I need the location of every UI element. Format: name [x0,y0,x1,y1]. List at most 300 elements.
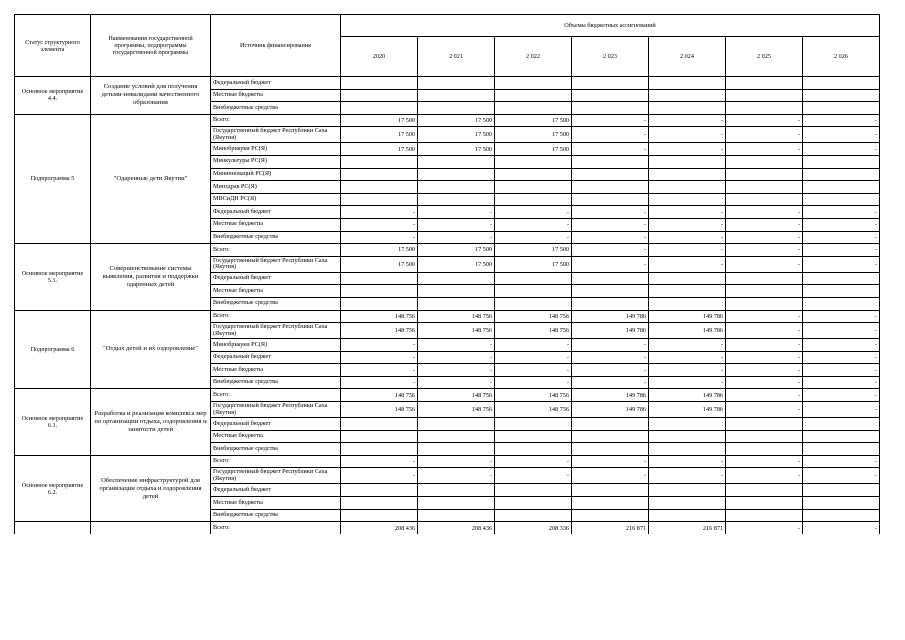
budget-value-cell [726,509,803,522]
budget-value-cell: 17 500 [418,256,495,272]
budget-value-cell [495,418,572,431]
budget-value-cell: - [572,468,649,484]
funding-source: Внебюджетные средства [211,231,341,244]
budget-value-cell [418,77,495,90]
budget-value-cell: 17 500 [418,143,495,156]
budget-value-cell: 148 756 [418,310,495,323]
funding-source: Внебюджетные средства [211,509,341,522]
funding-source: Всего: [211,389,341,402]
table-row [15,389,880,402]
budget-value-cell: - [803,455,880,468]
budget-value-cell: 148 756 [418,402,495,418]
funding-source: Федеральный бюджет [211,206,341,219]
budget-value-cell: - [649,376,726,389]
structural-element-status: Основное мероприятие 4.4. [15,77,91,115]
budget-value-cell: - [495,364,572,377]
budget-value-cell [726,285,803,298]
budget-value-cell [649,497,726,510]
budget-value-cell [649,89,726,102]
budget-value-cell [572,102,649,115]
budget-value-cell: - [572,206,649,219]
budget-value-cell: - [726,244,803,257]
funding-source: Государственный бюджет Республики Саха (Якутия) [211,323,341,339]
funding-source: МВСиДН РС(Я) [211,193,341,206]
budget-value-cell: - [649,455,726,468]
budget-value-cell [803,193,880,206]
budget-value-cell: - [341,206,418,219]
budget-value-cell: - [572,351,649,364]
budget-value-cell: - [341,455,418,468]
funding-source: Всего: [211,455,341,468]
budget-value-cell: 148 756 [495,323,572,339]
budget-value-cell [341,509,418,522]
budget-value-cell: 148 756 [495,402,572,418]
budget-value-cell: - [495,376,572,389]
budget-value-cell: - [726,143,803,156]
budget-value-cell [341,497,418,510]
budget-value-cell [418,430,495,443]
program-name [91,522,211,535]
budget-value-cell: - [572,455,649,468]
budget-value-cell: - [726,376,803,389]
budget-value-cell [418,168,495,181]
budget-value-cell: 148 756 [418,389,495,402]
budget-value-cell: - [495,206,572,219]
budget-value-cell: - [649,256,726,272]
program-name: "Отдых детей и их оздоровление" [91,310,211,389]
header-year: 2 021 [418,37,495,77]
budget-value-cell [649,509,726,522]
funding-source: Всего: [211,114,341,127]
budget-value-cell [572,285,649,298]
funding-source: Минобрнауки РС(Я) [211,143,341,156]
budget-value-cell [418,89,495,102]
funding-source: Федеральный бюджет [211,77,341,90]
budget-value-cell [495,181,572,194]
budget-value-cell: - [803,244,880,257]
budget-value-cell [418,181,495,194]
budget-value-cell: - [726,351,803,364]
budget-value-cell: - [649,244,726,257]
budget-value-cell [649,155,726,168]
funding-source: Минобрнауки РС(Я) [211,339,341,352]
header-budget-volumes: Объемы бюджетных ассигнований [341,15,880,37]
funding-source: Всего: [211,244,341,257]
budget-value-cell: 148 756 [341,389,418,402]
budget-value-cell [418,102,495,115]
budget-value-cell: 17 500 [495,127,572,143]
funding-source: Местные бюджеты [211,285,341,298]
budget-value-cell [495,484,572,497]
funding-source: Государственный бюджет Республики Саха (Якутия) [211,256,341,272]
budget-value-cell: - [726,455,803,468]
funding-source: Федеральный бюджет [211,418,341,431]
funding-source: Местные бюджеты [211,218,341,231]
budget-value-cell: 208 336 [495,522,572,535]
budget-value-cell: - [418,231,495,244]
budget-value-cell: - [803,364,880,377]
funding-source: Внебюджетные средства [211,297,341,310]
budget-value-cell [341,484,418,497]
budget-value-cell: 17 500 [341,114,418,127]
budget-value-cell: - [803,206,880,219]
table-row [15,522,880,535]
header-year: 2 022 [495,37,572,77]
budget-value-cell [649,484,726,497]
budget-value-cell [726,155,803,168]
budget-value-cell: 17 500 [418,244,495,257]
budget-value-cell [726,497,803,510]
budget-value-cell [726,418,803,431]
budget-value-cell: - [495,351,572,364]
budget-value-cell: - [418,206,495,219]
structural-element-status: Основное мероприятие 6.2. [15,455,91,521]
budget-value-cell: - [726,339,803,352]
budget-value-cell: 208 436 [341,522,418,535]
budget-value-cell [341,155,418,168]
budget-value-cell [495,430,572,443]
budget-value-cell: - [572,218,649,231]
funding-source: Всего: [211,310,341,323]
budget-value-cell: - [726,127,803,143]
budget-value-cell [418,418,495,431]
budget-value-cell [341,193,418,206]
budget-value-cell [341,181,418,194]
budget-value-cell [803,155,880,168]
budget-value-cell [341,297,418,310]
program-name: "Одаренные дети Якутии" [91,114,211,243]
budget-value-cell: 148 756 [418,323,495,339]
budget-value-cell [726,443,803,456]
budget-value-cell: 208 436 [418,522,495,535]
budget-value-cell [803,497,880,510]
budget-value-cell [572,193,649,206]
funding-source: Государственный бюджет Республики Саха (Якутия) [211,402,341,418]
structural-element-status [15,522,91,535]
structural-element-status: Основное мероприятие 6.1. [15,389,91,455]
budget-value-cell [803,297,880,310]
budget-value-cell: - [803,323,880,339]
budget-value-cell [572,509,649,522]
funding-source: Федеральный бюджет [211,484,341,497]
budget-value-cell: - [572,244,649,257]
budget-value-cell [418,509,495,522]
budget-value-cell [572,155,649,168]
header-year: 2020 [341,37,418,77]
budget-value-cell [649,77,726,90]
budget-value-cell: - [649,364,726,377]
budget-value-cell [726,77,803,90]
budget-value-cell: - [341,351,418,364]
budget-value-cell: - [726,218,803,231]
table-row [15,244,880,257]
budget-value-cell [803,418,880,431]
budget-value-cell: 216 871 [572,522,649,535]
budget-value-cell [495,155,572,168]
budget-value-cell: - [341,376,418,389]
budget-value-cell [572,89,649,102]
header-program-name: Наименования государственной программы, подпрограммы государственной программы [91,15,211,77]
budget-value-cell [726,430,803,443]
budget-value-cell: - [341,468,418,484]
budget-value-cell: 17 500 [341,244,418,257]
budget-value-cell [649,285,726,298]
budget-value-cell: 148 756 [495,310,572,323]
funding-source: Местные бюджеты [211,364,341,377]
budget-value-cell [803,272,880,285]
budget-value-cell: - [726,364,803,377]
funding-source: Федеральный бюджет [211,351,341,364]
funding-source: Мининноваций РС(Я) [211,168,341,181]
budget-value-cell: - [803,256,880,272]
budget-value-cell: - [572,114,649,127]
budget-value-cell: 17 500 [495,143,572,156]
budget-value-cell [418,193,495,206]
budget-table-sheet [14,14,880,534]
funding-source: Внебюджетные средства [211,443,341,456]
budget-value-cell: - [726,256,803,272]
budget-value-cell [495,297,572,310]
budget-value-cell [649,297,726,310]
budget-value-cell [341,102,418,115]
budget-value-cell: - [572,256,649,272]
budget-value-cell: - [418,376,495,389]
budget-value-cell [495,168,572,181]
table-row [15,455,880,468]
budget-value-cell [341,285,418,298]
budget-value-cell [649,430,726,443]
funding-source: Федеральный бюджет [211,272,341,285]
budget-value-cell [341,443,418,456]
budget-value-cell: - [803,143,880,156]
budget-value-cell: 149 786 [572,389,649,402]
budget-value-cell: 149 786 [572,402,649,418]
budget-value-cell: 149 786 [649,310,726,323]
structural-element-status: Подпрограмма 5 [15,114,91,243]
header-funding-source: Источник финансирования [211,15,341,77]
budget-value-cell [572,430,649,443]
budget-value-cell [726,272,803,285]
budget-value-cell: 149 786 [649,323,726,339]
budget-value-cell [341,168,418,181]
budget-value-cell [495,285,572,298]
budget-value-cell: - [803,310,880,323]
budget-value-cell: - [572,231,649,244]
budget-value-cell: - [726,402,803,418]
budget-value-cell [572,297,649,310]
program-name: Совершенствование системы выявления, развития и поддержки одаренных детей [91,244,211,310]
header-year: 2 023 [572,37,649,77]
table-row [15,114,880,127]
budget-value-cell [495,443,572,456]
budget-value-cell [803,102,880,115]
budget-value-cell: - [649,351,726,364]
budget-value-cell: - [649,468,726,484]
budget-value-cell [418,297,495,310]
budget-value-cell: - [418,364,495,377]
budget-value-cell [803,484,880,497]
budget-value-cell: 17 500 [418,114,495,127]
budget-value-cell: 17 500 [418,127,495,143]
budget-value-cell [803,89,880,102]
budget-value-cell: - [649,143,726,156]
structural-element-status: Подпрограмма 6 [15,310,91,389]
budget-value-cell: 149 786 [649,402,726,418]
budget-value-cell: - [495,218,572,231]
budget-value-cell: 17 500 [341,143,418,156]
budget-value-cell [341,89,418,102]
program-name: Разработка и реализация комплекса мер по организации отдыха, оздоровления и занятости детей [91,389,211,455]
budget-value-cell [649,418,726,431]
budget-value-cell: - [572,143,649,156]
budget-value-cell [649,181,726,194]
budget-value-cell: 17 500 [495,114,572,127]
budget-value-cell: - [726,468,803,484]
structural-element-status: Основное мероприятие 5.1. [15,244,91,310]
budget-value-cell [341,430,418,443]
budget-value-cell [572,168,649,181]
budget-value-cell: - [726,231,803,244]
budget-value-cell [803,77,880,90]
budget-value-cell [418,443,495,456]
budget-value-cell: - [803,218,880,231]
budget-value-cell [418,272,495,285]
budget-value-cell: - [803,389,880,402]
budget-value-cell [726,193,803,206]
budget-value-cell [649,168,726,181]
budget-value-cell [726,484,803,497]
budget-allocation-table [14,14,880,534]
budget-value-cell [418,484,495,497]
budget-value-cell: - [803,351,880,364]
budget-value-cell: - [649,231,726,244]
budget-value-cell: - [418,455,495,468]
budget-value-cell: - [341,218,418,231]
budget-value-cell: - [726,522,803,535]
budget-value-cell: - [495,339,572,352]
budget-value-cell [649,272,726,285]
budget-value-cell [572,443,649,456]
budget-value-cell [341,272,418,285]
budget-value-cell: 149 786 [572,323,649,339]
budget-value-cell [572,77,649,90]
header-year: 2 024 [649,37,726,77]
budget-value-cell [726,102,803,115]
budget-value-cell [726,297,803,310]
budget-value-cell [572,418,649,431]
budget-value-cell: - [803,127,880,143]
budget-value-cell [341,77,418,90]
budget-value-cell [495,497,572,510]
budget-value-cell [649,193,726,206]
funding-source: Минкультуры РС(Я) [211,155,341,168]
budget-value-cell: - [495,231,572,244]
budget-value-cell: - [803,231,880,244]
budget-value-cell: 17 500 [495,244,572,257]
budget-value-cell: - [649,339,726,352]
budget-value-cell [495,272,572,285]
budget-value-cell: - [495,468,572,484]
budget-value-cell: - [341,364,418,377]
funding-source: Внебюджетные средства [211,102,341,115]
budget-value-cell: 148 756 [341,402,418,418]
budget-value-cell: - [649,218,726,231]
funding-source: Минздрав РС(Я) [211,181,341,194]
budget-value-cell: 149 786 [572,310,649,323]
budget-value-cell: 17 500 [341,256,418,272]
budget-value-cell [495,89,572,102]
budget-value-cell [649,443,726,456]
budget-value-cell [726,168,803,181]
budget-value-cell: - [803,376,880,389]
budget-value-cell [726,181,803,194]
budget-value-cell: 216 871 [649,522,726,535]
budget-value-cell: - [649,127,726,143]
funding-source: Местные бюджеты [211,497,341,510]
funding-source: Государственный бюджет Республики Саха (Якутия) [211,468,341,484]
budget-value-cell: - [572,376,649,389]
budget-value-cell [572,497,649,510]
budget-value-cell [803,430,880,443]
budget-value-cell: - [572,364,649,377]
budget-value-cell [803,443,880,456]
budget-value-cell [341,418,418,431]
budget-value-cell [572,181,649,194]
budget-value-cell: 17 500 [495,256,572,272]
budget-value-cell [803,285,880,298]
funding-source: Местные бюджеты [211,89,341,102]
funding-source: Внебюджетные средства [211,376,341,389]
budget-value-cell: - [803,402,880,418]
header-status: Статус структурного элемента [15,15,91,77]
budget-value-cell [803,168,880,181]
budget-value-cell [418,285,495,298]
funding-source: Всего: [211,522,341,535]
budget-value-cell [803,509,880,522]
budget-value-cell [726,89,803,102]
budget-value-cell [418,155,495,168]
budget-value-cell: - [649,114,726,127]
budget-value-cell: - [726,323,803,339]
table-row [15,77,880,90]
budget-value-cell: - [726,389,803,402]
budget-value-cell [495,102,572,115]
budget-value-cell: - [803,522,880,535]
budget-value-cell: - [726,206,803,219]
header-year: 2 026 [803,37,880,77]
budget-value-cell: - [418,468,495,484]
budget-value-cell: - [341,231,418,244]
budget-value-cell: 148 756 [341,310,418,323]
budget-value-cell: 148 756 [341,323,418,339]
budget-value-cell [418,497,495,510]
budget-value-cell: - [418,339,495,352]
header-year: 2 025 [726,37,803,77]
budget-value-cell [495,193,572,206]
budget-value-cell: - [649,206,726,219]
budget-value-cell [495,77,572,90]
funding-source: Местные бюджеты [211,430,341,443]
budget-value-cell: - [803,114,880,127]
program-name: Создание условий для получения детьми-инвалидами качественного образования [91,77,211,115]
budget-value-cell: - [572,339,649,352]
budget-value-cell: - [572,127,649,143]
budget-value-cell: - [495,455,572,468]
budget-value-cell: - [726,310,803,323]
program-name: Обеспечение инфраструктурой для организации отдыха и оздоровления детей [91,455,211,521]
budget-value-cell: - [726,114,803,127]
budget-value-cell: - [341,339,418,352]
